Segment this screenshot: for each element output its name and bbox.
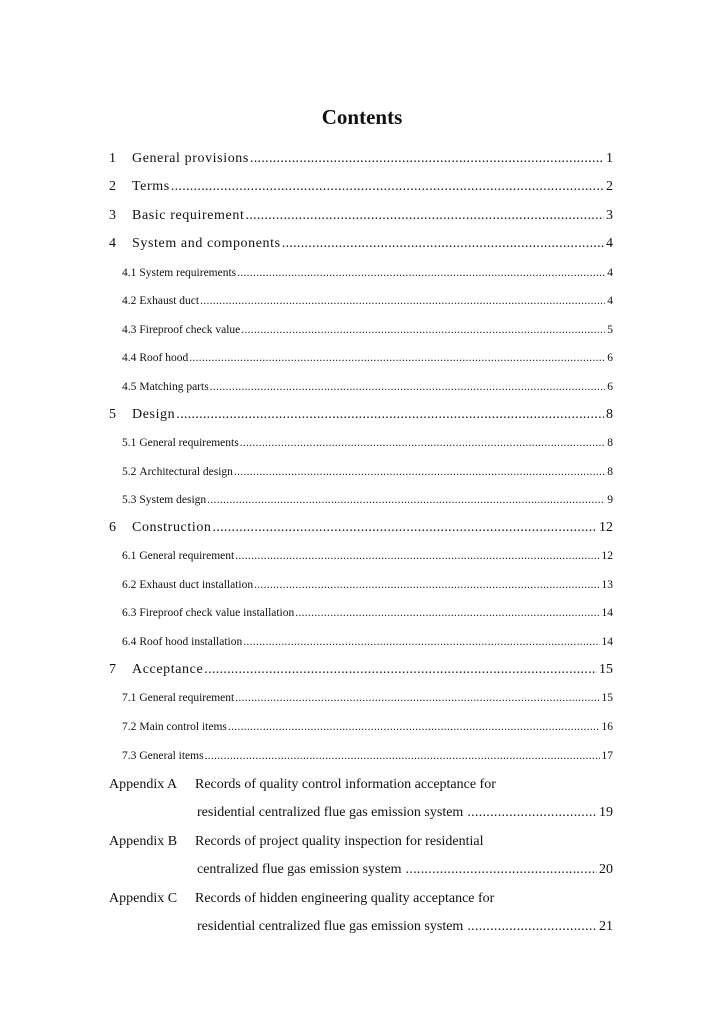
toc-entry-page: 13 <box>601 579 613 591</box>
dot-leader <box>245 206 604 226</box>
toc-entry-page: 12 <box>599 520 613 535</box>
toc-entry-page: 21 <box>599 919 613 934</box>
toc-entry-page: 5 <box>607 324 613 336</box>
toc-entry-page: 19 <box>599 805 613 820</box>
dot-leader <box>235 689 599 707</box>
dot-leader <box>200 292 605 310</box>
dot-leader <box>176 405 604 425</box>
toc-entry-label: Basic requirement <box>132 208 245 223</box>
toc-entry-label: General requirement <box>139 550 235 562</box>
toc-entry-label: Main control items <box>139 721 227 733</box>
toc-entry-number: 2 <box>109 179 116 194</box>
toc-entry-4-4[interactable] <box>122 349 613 367</box>
toc-entry-6-3[interactable] <box>122 604 613 622</box>
toc-entry-label: Matching parts <box>139 381 209 393</box>
appendix-title-line2: residential centralized flue gas emission system <box>197 805 464 820</box>
toc-entry-number: 6.3 <box>122 607 137 619</box>
toc-entry-4-1[interactable] <box>122 264 613 282</box>
dot-leader <box>171 177 604 197</box>
toc-entry-label: Acceptance <box>132 662 204 677</box>
toc-entry-5-1[interactable] <box>122 434 613 452</box>
toc-entry-page: 9 <box>607 494 613 506</box>
dot-leader <box>467 917 597 937</box>
toc-entry-number: 5.1 <box>122 437 137 449</box>
dot-leader <box>250 149 604 169</box>
toc-entry-number: 4.2 <box>122 295 137 307</box>
appendix-label: Appendix B <box>109 834 178 849</box>
toc-entry-page: 15 <box>599 662 613 677</box>
page-title: Contents <box>321 105 403 129</box>
toc-entry-page: 17 <box>601 750 613 762</box>
toc-entry-page: 4 <box>607 295 613 307</box>
toc-entry-7-3[interactable] <box>122 747 613 765</box>
toc-entry-page: 4 <box>607 267 613 279</box>
toc-entry-page: 16 <box>601 721 613 733</box>
dot-leader <box>204 660 597 680</box>
dot-leader <box>234 463 605 481</box>
toc-entry-4[interactable] <box>109 234 613 254</box>
toc-entry-number: 7 <box>109 662 116 677</box>
toc-appendix-b-continuation[interactable] <box>197 860 613 880</box>
dot-leader <box>228 718 600 736</box>
toc-entry-7-1[interactable] <box>122 689 613 707</box>
toc-entry-4-2[interactable] <box>122 292 613 310</box>
dot-leader <box>467 803 597 823</box>
toc-entry-label: Fireproof check value <box>139 324 241 336</box>
toc-entry-number: 6.1 <box>122 550 137 562</box>
toc-entry-label: System requirements <box>139 267 237 279</box>
dot-leader <box>235 547 599 565</box>
toc-entry-page: 8 <box>607 466 613 478</box>
toc-entry-number: 4.4 <box>122 352 137 364</box>
toc-entry-number: 1 <box>109 151 116 166</box>
appendix-title-line2: residential centralized flue gas emission system <box>197 919 464 934</box>
toc-entry-page: 14 <box>601 607 613 619</box>
toc-entry-5-3[interactable] <box>122 491 613 509</box>
toc-entry-page: 14 <box>601 636 613 648</box>
toc-entry-number: 6.2 <box>122 579 137 591</box>
toc-entry-6-4[interactable] <box>122 633 613 651</box>
toc-appendix-b[interactable] <box>109 832 613 852</box>
toc-entry-4-3[interactable] <box>122 321 613 339</box>
toc-entry-6-1[interactable] <box>122 547 613 565</box>
dot-leader <box>237 264 605 282</box>
toc-entry-number: 7.1 <box>122 692 137 704</box>
toc-entry-number: 7.3 <box>122 750 137 762</box>
toc-entry-number: 7.2 <box>122 721 137 733</box>
toc-entry-label: General items <box>139 750 204 762</box>
toc-appendix-a[interactable] <box>109 775 613 795</box>
toc-entry-page: 1 <box>606 151 613 166</box>
toc-entry-label: System design <box>139 494 207 506</box>
dot-leader <box>213 518 597 538</box>
appendix-label: Appendix A <box>109 777 178 792</box>
toc-entry-6-2[interactable] <box>122 576 613 594</box>
toc-appendix-c[interactable] <box>109 889 613 909</box>
dot-leader <box>241 321 605 339</box>
toc-entry-number: 4.3 <box>122 324 137 336</box>
appendix-title-line2: centralized flue gas emission system <box>197 862 402 877</box>
toc-entry-page: 8 <box>607 437 613 449</box>
toc-appendix-a-continuation[interactable] <box>197 803 613 823</box>
toc-entry-label: Roof hood installation <box>139 636 243 648</box>
appendix-title-line1: Records of project quality inspection for residential <box>195 834 484 849</box>
toc-entry-page: 3 <box>606 208 613 223</box>
toc-entry-6[interactable] <box>109 518 613 538</box>
toc-entry-label: General requirements <box>139 437 239 449</box>
toc-entry-7-2[interactable] <box>122 718 613 736</box>
dot-leader <box>254 576 599 594</box>
toc-entry-page: 6 <box>607 381 613 393</box>
toc-entry-number: 5.3 <box>122 494 137 506</box>
dot-leader <box>205 747 600 765</box>
toc-entry-page: 2 <box>606 179 613 194</box>
toc-entry-page: 15 <box>601 692 613 704</box>
dot-leader <box>240 434 606 452</box>
toc-entry-1[interactable] <box>109 149 613 169</box>
toc-entry-label: Design <box>132 407 176 422</box>
toc-entry-2[interactable] <box>109 177 613 197</box>
toc-entry-5-2[interactable] <box>122 463 613 481</box>
toc-entry-number: 3 <box>109 208 116 223</box>
toc-entry-page: 4 <box>606 236 613 251</box>
toc-entry-label: Exhaust duct installation <box>139 579 254 591</box>
toc-entry-4-5[interactable] <box>122 378 613 396</box>
toc-entry-label: Construction <box>132 520 212 535</box>
toc-entry-label: System and components <box>132 236 281 251</box>
toc-entry-label: Exhaust duct <box>139 295 200 307</box>
toc-entry-7[interactable] <box>109 660 613 680</box>
toc-entry-number: 4 <box>109 236 116 251</box>
toc-entry-page: 8 <box>606 407 613 422</box>
dot-leader <box>406 860 598 880</box>
toc-entry-label: Architectural design <box>139 466 233 478</box>
toc-entry-label: General requirement <box>139 692 235 704</box>
toc-entry-number: 4.1 <box>122 267 137 279</box>
toc-entry-3[interactable] <box>109 206 613 226</box>
toc-entry-number: 6 <box>109 520 116 535</box>
dot-leader <box>207 491 605 509</box>
toc-entry-page: 12 <box>601 550 613 562</box>
appendix-label: Appendix C <box>109 891 178 906</box>
toc-entry-number: 5.2 <box>122 466 137 478</box>
dot-leader <box>210 378 606 396</box>
toc-entry-label: Terms <box>132 179 170 194</box>
toc-entry-page: 6 <box>607 352 613 364</box>
toc-entry-label: Fireproof check value installation <box>139 607 295 619</box>
dot-leader <box>295 604 599 622</box>
toc-appendix-c-continuation[interactable] <box>197 917 613 937</box>
toc-entry-label: General provisions <box>132 151 249 166</box>
dot-leader <box>189 349 605 367</box>
dot-leader <box>282 234 604 254</box>
dot-leader <box>243 633 599 651</box>
appendix-title-line1: Records of hidden engineering quality acceptance for <box>195 891 495 906</box>
toc-entry-5[interactable] <box>109 405 613 425</box>
toc-entry-label: Roof hood <box>139 352 189 364</box>
toc-entry-number: 6.4 <box>122 636 137 648</box>
toc-entry-page: 20 <box>599 862 613 877</box>
toc-entry-number: 4.5 <box>122 381 137 393</box>
appendix-title-line1: Records of quality control information acceptance for <box>195 777 496 792</box>
toc-entry-number: 5 <box>109 407 116 422</box>
